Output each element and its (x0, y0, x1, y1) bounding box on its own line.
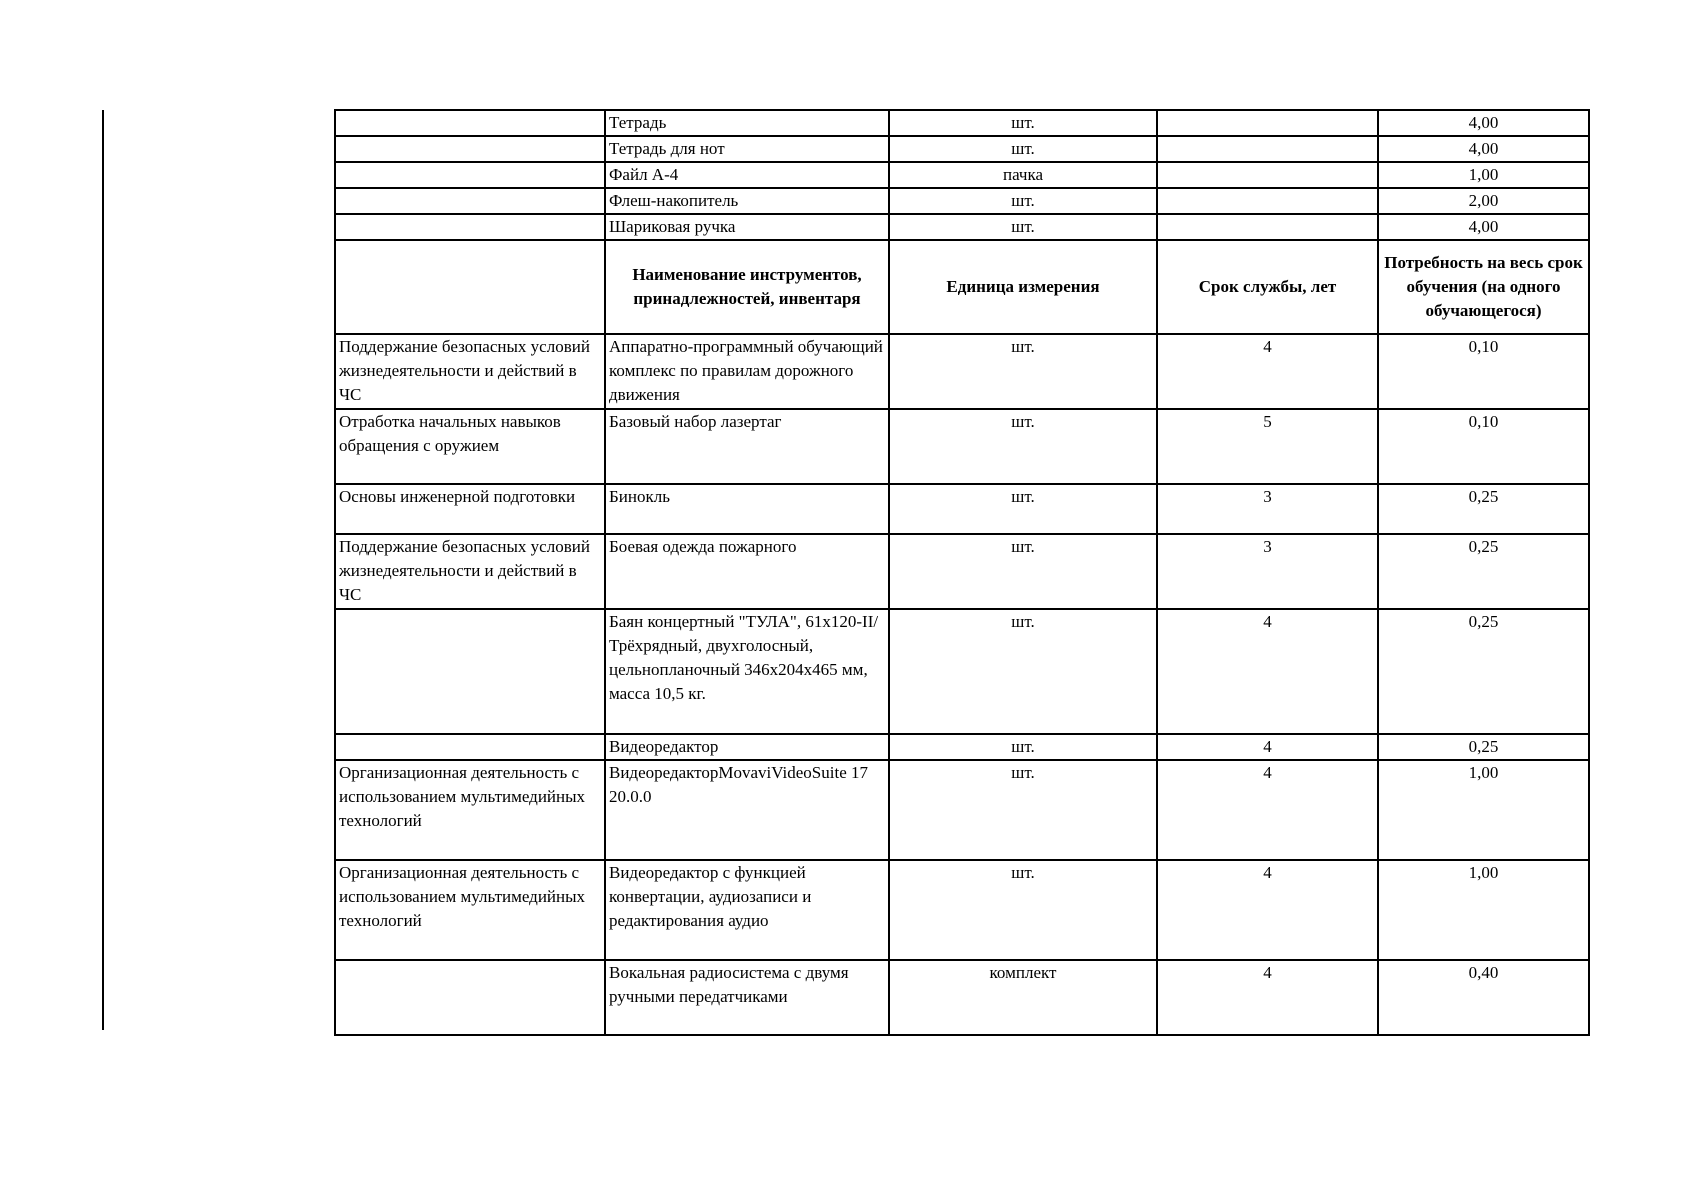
table-row (335, 484, 1589, 534)
cell-item: Шариковая ручка (605, 214, 889, 240)
page-margin-line (102, 110, 104, 1030)
cell-item: Баян концертный "ТУЛА", 61х120-II/ Трёхрядный, двухголосный, цельнопланочный 346х204х465 мм, масса 10,5 кг. (605, 609, 889, 734)
header-area (335, 240, 605, 334)
cell-item: Бинокль (605, 484, 889, 534)
table-row (335, 188, 1589, 214)
cell-life (1157, 110, 1378, 136)
cell-area (335, 188, 605, 214)
table-row (335, 960, 1589, 1035)
cell-item: Базовый набор лазертаг (605, 409, 889, 484)
cell-item: Тетрадь для нот (605, 136, 889, 162)
cell-need: 1,00 (1378, 162, 1589, 188)
cell-item: Тетрадь (605, 110, 889, 136)
table-row (335, 136, 1589, 162)
cell-life (1157, 136, 1378, 162)
cell-unit: шт. (889, 188, 1157, 214)
cell-area: Организационная деятельность с использованием мультимедийных технологий (335, 760, 605, 860)
cell-area (335, 110, 605, 136)
table-row (335, 760, 1589, 860)
cell-unit: шт. (889, 136, 1157, 162)
cell-unit: шт. (889, 609, 1157, 734)
header-unit: Единица измерения (889, 240, 1157, 334)
cell-item: Видеоредактор (605, 734, 889, 760)
table-row (335, 734, 1589, 760)
cell-unit: шт. (889, 409, 1157, 484)
cell-area: Организационная деятельность с использованием мультимедийных технологий (335, 860, 605, 960)
cell-life (1157, 188, 1378, 214)
cell-life: 4 (1157, 860, 1378, 960)
cell-need: 0,40 (1378, 960, 1589, 1035)
table-row (335, 162, 1589, 188)
cell-item: Видеоредактор с функцией конвертации, аудиозаписи и редактирования аудио (605, 860, 889, 960)
cell-item: Боевая одежда пожарного (605, 534, 889, 609)
cell-life: 3 (1157, 484, 1378, 534)
cell-need: 0,10 (1378, 409, 1589, 484)
cell-need: 0,25 (1378, 484, 1589, 534)
cell-unit: шт. (889, 534, 1157, 609)
cell-need: 2,00 (1378, 188, 1589, 214)
equipment-table (334, 109, 1590, 1036)
cell-unit: комплект (889, 960, 1157, 1035)
cell-life: 5 (1157, 409, 1378, 484)
cell-area (335, 960, 605, 1035)
cell-need: 1,00 (1378, 860, 1589, 960)
table-row (335, 110, 1589, 136)
cell-area (335, 136, 605, 162)
cell-need: 0,25 (1378, 734, 1589, 760)
cell-unit: шт. (889, 110, 1157, 136)
table-row (335, 860, 1589, 960)
cell-area (335, 214, 605, 240)
cell-area (335, 609, 605, 734)
cell-life: 4 (1157, 609, 1378, 734)
cell-need: 0,25 (1378, 534, 1589, 609)
cell-area: Основы инженерной подготовки (335, 484, 605, 534)
cell-unit: пачка (889, 162, 1157, 188)
cell-area: Поддержание безопасных условий жизнедеятельности и действий в ЧС (335, 534, 605, 609)
cell-need: 0,10 (1378, 334, 1589, 409)
cell-unit: шт. (889, 734, 1157, 760)
cell-life: 4 (1157, 760, 1378, 860)
cell-need: 0,25 (1378, 609, 1589, 734)
cell-area: Отработка начальных навыков обращения с оружием (335, 409, 605, 484)
cell-need: 4,00 (1378, 110, 1589, 136)
cell-life: 4 (1157, 960, 1378, 1035)
cell-item: Аппаратно-программный обучающий комплекс по правилам дорожного движения (605, 334, 889, 409)
table-row (335, 609, 1589, 734)
cell-item: ВидеоредакторMovaviVideoSuite 17 20.0.0 (605, 760, 889, 860)
cell-life: 3 (1157, 534, 1378, 609)
table-row (335, 214, 1589, 240)
table-row (335, 534, 1589, 609)
cell-need: 4,00 (1378, 214, 1589, 240)
cell-unit: шт. (889, 484, 1157, 534)
cell-need: 4,00 (1378, 136, 1589, 162)
cell-life: 4 (1157, 334, 1378, 409)
cell-unit: шт. (889, 860, 1157, 960)
cell-item: Вокальная радиосистема с двумя ручными передатчиками (605, 960, 889, 1035)
cell-area (335, 162, 605, 188)
header-need: Потребность на весь срок обучения (на одного обучающегося) (1378, 240, 1589, 334)
cell-life (1157, 162, 1378, 188)
cell-area: Поддержание безопасных условий жизнедеятельности и действий в ЧС (335, 334, 605, 409)
cell-unit: шт. (889, 214, 1157, 240)
cell-need: 1,00 (1378, 760, 1589, 860)
cell-area (335, 734, 605, 760)
table-row (335, 409, 1589, 484)
table-row (335, 334, 1589, 409)
cell-item: Флеш-накопитель (605, 188, 889, 214)
header-life: Срок службы, лет (1157, 240, 1378, 334)
header-item: Наименование инструментов, принадлежностей, инвентаря (605, 240, 889, 334)
cell-item: Файл А-4 (605, 162, 889, 188)
cell-life (1157, 214, 1378, 240)
cell-unit: шт. (889, 334, 1157, 409)
cell-unit: шт. (889, 760, 1157, 860)
table-header-row (335, 240, 1589, 334)
cell-life: 4 (1157, 734, 1378, 760)
